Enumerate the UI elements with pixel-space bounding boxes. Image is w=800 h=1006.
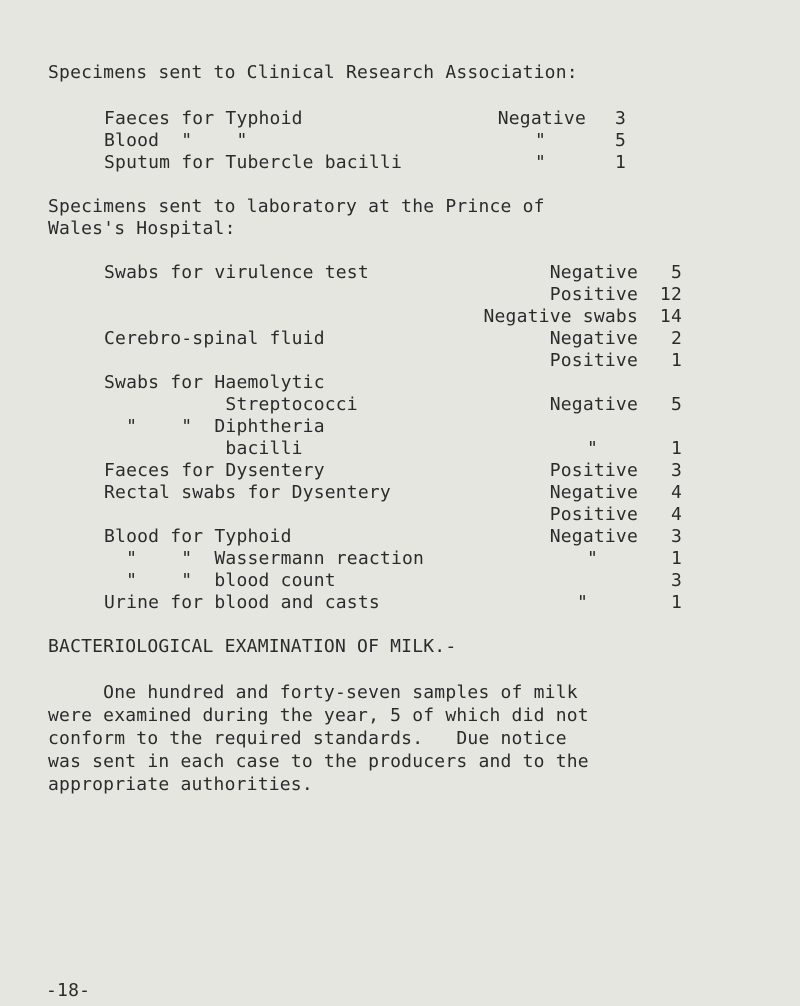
milk-paragraph-line: was sent in each case to the producers and to the: [48, 751, 589, 772]
clinical-result: ": [534, 130, 546, 151]
lab-item: " " Diphtheria: [104, 416, 325, 437]
lab-count: 1: [670, 592, 682, 613]
milk-heading: BACTERIOLOGICAL EXAMINATION OF MILK.-: [48, 636, 457, 657]
lab-heading-line1: Specimens sent to laboratory at the Prince of: [48, 196, 545, 217]
lab-item: Blood for Typhoid: [104, 526, 292, 547]
lab-heading-line2: Wales's Hospital:: [48, 218, 236, 239]
lab-result: Negative: [549, 394, 638, 415]
lab-item: Rectal swabs for Dysentery: [104, 482, 391, 503]
clinical-count: 3: [614, 108, 626, 129]
lab-count: 5: [670, 394, 682, 415]
lab-result: Negative: [549, 328, 638, 349]
lab-result: Positive: [549, 284, 638, 305]
lab-count: 1: [670, 350, 682, 371]
clinical-heading: Specimens sent to Clinical Research Association:: [48, 62, 578, 83]
clinical-count: 5: [614, 130, 626, 151]
milk-paragraph-line: conform to the required standards. Due notice: [48, 728, 567, 749]
clinical-count: 1: [614, 152, 626, 173]
lab-count: 4: [670, 504, 682, 525]
lab-item: Swabs for virulence test: [104, 262, 369, 283]
lab-result: Positive: [549, 350, 638, 371]
lab-item: Faeces for Dysentery: [104, 460, 325, 481]
lab-count: 5: [670, 262, 682, 283]
lab-item: Swabs for Haemolytic: [104, 372, 325, 393]
clinical-result: ": [534, 152, 546, 173]
lab-count: 12: [659, 284, 682, 305]
lab-count: 2: [670, 328, 682, 349]
clinical-item: Blood " ": [104, 130, 248, 151]
lab-item: Urine for blood and casts: [104, 592, 380, 613]
lab-result: Negative: [549, 262, 638, 283]
milk-paragraph-line: were examined during the year, 5 of which did not: [48, 705, 589, 726]
lab-item: Streptococci: [104, 394, 358, 415]
milk-paragraph-line: One hundred and forty-seven samples of milk: [48, 682, 578, 703]
lab-result: Positive: [549, 504, 638, 525]
lab-count: 3: [670, 526, 682, 547]
lab-result: ": [576, 592, 588, 613]
lab-result: Negative: [549, 526, 638, 547]
lab-result: Negative: [549, 482, 638, 503]
lab-result: ": [586, 438, 598, 459]
lab-count: 3: [670, 570, 682, 591]
lab-result: Negative swabs: [483, 306, 638, 327]
clinical-item: Faeces for Typhoid: [104, 108, 303, 129]
page-number: -18-: [46, 980, 91, 1001]
lab-count: 14: [659, 306, 682, 327]
milk-paragraph-line: appropriate authorities.: [48, 774, 313, 795]
clinical-item: Sputum for Tubercle bacilli: [104, 152, 402, 173]
lab-count: 4: [670, 482, 682, 503]
lab-count: 1: [670, 548, 682, 569]
lab-count: 1: [670, 438, 682, 459]
lab-result: Positive: [549, 460, 638, 481]
lab-item: " " Wassermann reaction: [104, 548, 425, 569]
lab-result: ": [586, 548, 598, 569]
lab-item: bacilli: [104, 438, 303, 459]
clinical-result: Negative: [497, 108, 586, 129]
lab-count: 3: [670, 460, 682, 481]
lab-item: Cerebro-spinal fluid: [104, 328, 325, 349]
lab-item: " " blood count: [104, 570, 336, 591]
